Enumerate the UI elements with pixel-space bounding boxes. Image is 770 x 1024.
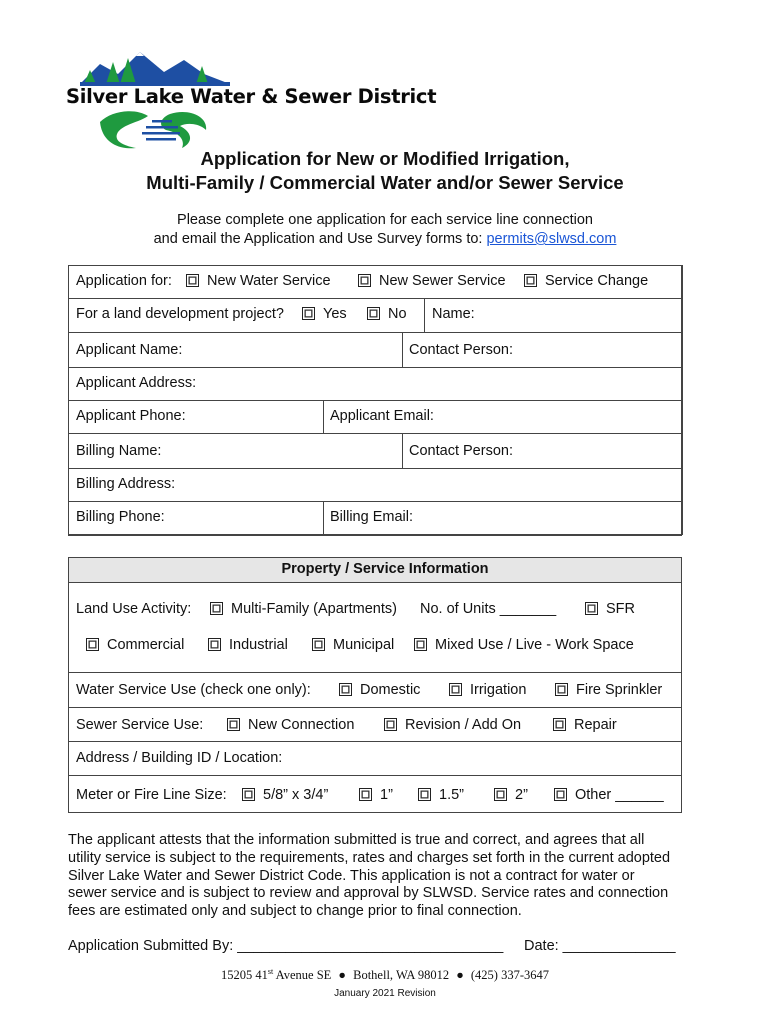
new-sewer-service-option[interactable] <box>358 273 506 289</box>
bullet-icon: ● <box>338 968 346 983</box>
revision-add-on-label: Revision / Add On <box>405 717 522 733</box>
sfr-label: SFR <box>606 601 635 617</box>
industrial-label: Industrial <box>229 637 288 653</box>
page-title-line2: Multi-Family / Commercial Water and/or Sewer Service <box>146 172 624 193</box>
irrigation-label: Irrigation <box>470 682 527 698</box>
mixed-use-option[interactable] <box>414 637 634 653</box>
district-logo <box>66 40 466 150</box>
billing-contact-person-field[interactable]: Contact Person: <box>409 443 513 459</box>
footer-street: 15205 41st Avenue SE <box>220 967 332 983</box>
attestation-paragraph <box>68 832 670 921</box>
industrial-option[interactable] <box>208 637 288 653</box>
attestation-line5: fees are estimated only and subject to change prior to final connection. <box>68 903 522 920</box>
size-other-label: Other ______ <box>575 787 664 803</box>
bullet-icon: ● <box>456 968 464 983</box>
service-change-label: Service Change <box>545 273 649 289</box>
repair-option[interactable] <box>553 717 617 733</box>
page-title-line1: Application for New or Modified Irrigation, <box>200 148 570 169</box>
checkbox-icon[interactable] <box>585 602 598 615</box>
commercial-label: Commercial <box>107 637 185 653</box>
meter-size-label: Meter or Fire Line Size: <box>76 787 227 803</box>
land-development-label: For a land development project? <box>76 306 284 322</box>
yes-label: Yes <box>323 306 347 322</box>
checkbox-icon[interactable] <box>359 788 372 801</box>
revision-add-on-option[interactable] <box>384 717 521 733</box>
checkbox-icon[interactable] <box>186 274 199 287</box>
checkbox-icon[interactable] <box>358 274 371 287</box>
section-header-property: Property / Service Information <box>281 561 489 577</box>
new-connection-label: New Connection <box>248 717 355 733</box>
commercial-option[interactable] <box>86 637 184 653</box>
billing-address-field[interactable]: Billing Address: <box>76 476 176 492</box>
checkbox-icon[interactable] <box>210 602 223 615</box>
applicant-phone-field[interactable]: Applicant Phone: <box>76 408 186 424</box>
new-sewer-service-label: New Sewer Service <box>379 273 506 289</box>
sewer-service-use-label: Sewer Service Use: <box>76 717 204 733</box>
number-of-units-field[interactable]: No. of Units _______ <box>420 601 557 617</box>
repair-label: Repair <box>574 717 617 733</box>
water-service-use-label: Water Service Use (check one only): <box>76 682 311 698</box>
applicant-address-field[interactable]: Applicant Address: <box>76 375 197 391</box>
no-label: No <box>388 306 407 322</box>
billing-name-field[interactable]: Billing Name: <box>76 443 162 459</box>
footer-address <box>0 967 770 983</box>
applicant-email-field[interactable]: Applicant Email: <box>330 408 434 424</box>
size-5-8-label: 5/8” x 3/4” <box>263 787 329 803</box>
checkbox-icon[interactable] <box>555 683 568 696</box>
checkbox-icon[interactable] <box>553 718 566 731</box>
checkbox-icon[interactable] <box>494 788 507 801</box>
checkbox-icon[interactable] <box>384 718 397 731</box>
new-connection-option[interactable] <box>227 717 354 733</box>
size-1-5-option[interactable] <box>418 787 464 803</box>
multifamily-label: Multi-Family (Apartments) <box>231 601 397 617</box>
applicant-name-field[interactable]: Applicant Name: <box>76 342 183 358</box>
multifamily-option[interactable] <box>210 601 397 617</box>
size-2-option[interactable] <box>494 787 528 803</box>
land-use-label: Land Use Activity: <box>76 601 192 617</box>
email-link[interactable]: permits@slwsd.com <box>486 231 617 247</box>
checkbox-icon[interactable] <box>208 638 221 651</box>
checkbox-icon[interactable] <box>86 638 99 651</box>
checkbox-icon[interactable] <box>367 307 380 320</box>
domestic-label: Domestic <box>360 682 421 698</box>
instruction-line1: Please complete one application for each service line connection <box>177 212 593 228</box>
size-2-label: 2” <box>515 787 528 803</box>
size-other-option[interactable] <box>554 787 664 803</box>
land-dev-no-option[interactable] <box>367 306 407 322</box>
fire-sprinkler-label: Fire Sprinkler <box>576 682 663 698</box>
municipal-label: Municipal <box>333 637 395 653</box>
instruction-prefix: and email the Application and Use Survey forms to: <box>153 231 487 247</box>
footer-phone: (425) 337-3647 <box>470 968 550 983</box>
address-building-location-field[interactable]: Address / Building ID / Location: <box>76 750 283 766</box>
checkbox-icon[interactable] <box>449 683 462 696</box>
logo-mountains-icon <box>80 44 230 88</box>
fire-sprinkler-option[interactable] <box>555 682 662 698</box>
irrigation-option[interactable] <box>449 682 526 698</box>
billing-phone-field[interactable]: Billing Phone: <box>76 509 165 525</box>
mixed-use-label: Mixed Use / Live - Work Space <box>435 637 634 653</box>
instruction-line2 <box>0 231 770 247</box>
checkbox-icon[interactable] <box>227 718 240 731</box>
checkbox-icon[interactable] <box>524 274 537 287</box>
checkbox-icon[interactable] <box>242 788 255 801</box>
checkbox-icon[interactable] <box>414 638 427 651</box>
attestation-line2: utility service is subject to the requirements, rates and charges set forth in the current adopted <box>68 849 671 866</box>
sfr-option[interactable] <box>585 601 635 617</box>
new-water-service-label: New Water Service <box>207 273 331 289</box>
attestation-line1: The applicant attests that the information submitted is true and correct, and agrees that all <box>68 832 645 848</box>
domestic-option[interactable] <box>339 682 420 698</box>
project-name-field[interactable]: Name: <box>432 306 475 322</box>
service-change-option[interactable] <box>524 273 648 289</box>
submitted-by-field[interactable]: Application Submitted By: _________________________________ <box>68 938 504 954</box>
checkbox-icon[interactable] <box>339 683 352 696</box>
date-field[interactable]: Date: ______________ <box>524 938 676 954</box>
logo-lake-icon <box>96 108 216 150</box>
land-dev-yes-option[interactable] <box>302 306 347 322</box>
checkbox-icon[interactable] <box>312 638 325 651</box>
application-for-label: Application for: <box>76 273 172 289</box>
org-name: Silver Lake Water & Sewer District <box>66 85 437 108</box>
size-1-5-label: 1.5” <box>439 787 464 803</box>
size-1-option[interactable] <box>359 787 393 803</box>
billing-email-field[interactable]: Billing Email: <box>330 509 413 525</box>
attestation-line3: Silver Lake Water and Sewer District Code. This application is not a contract for water or <box>68 867 635 884</box>
applicant-contact-person-field[interactable]: Contact Person: <box>409 342 513 358</box>
checkbox-icon[interactable] <box>554 788 567 801</box>
footer-city: Bothell, WA 98012 <box>353 968 450 983</box>
checkbox-icon[interactable] <box>302 307 315 320</box>
revision-note: January 2021 Revision <box>334 988 436 999</box>
new-water-service-option[interactable] <box>186 273 331 289</box>
attestation-line4: sewer service and is subject to review and approval by SLWSD. Service rates and connection <box>68 885 669 902</box>
checkbox-icon[interactable] <box>418 788 431 801</box>
size-1-label: 1” <box>380 787 393 803</box>
municipal-option[interactable] <box>312 637 394 653</box>
size-5-8-option[interactable] <box>242 787 328 803</box>
